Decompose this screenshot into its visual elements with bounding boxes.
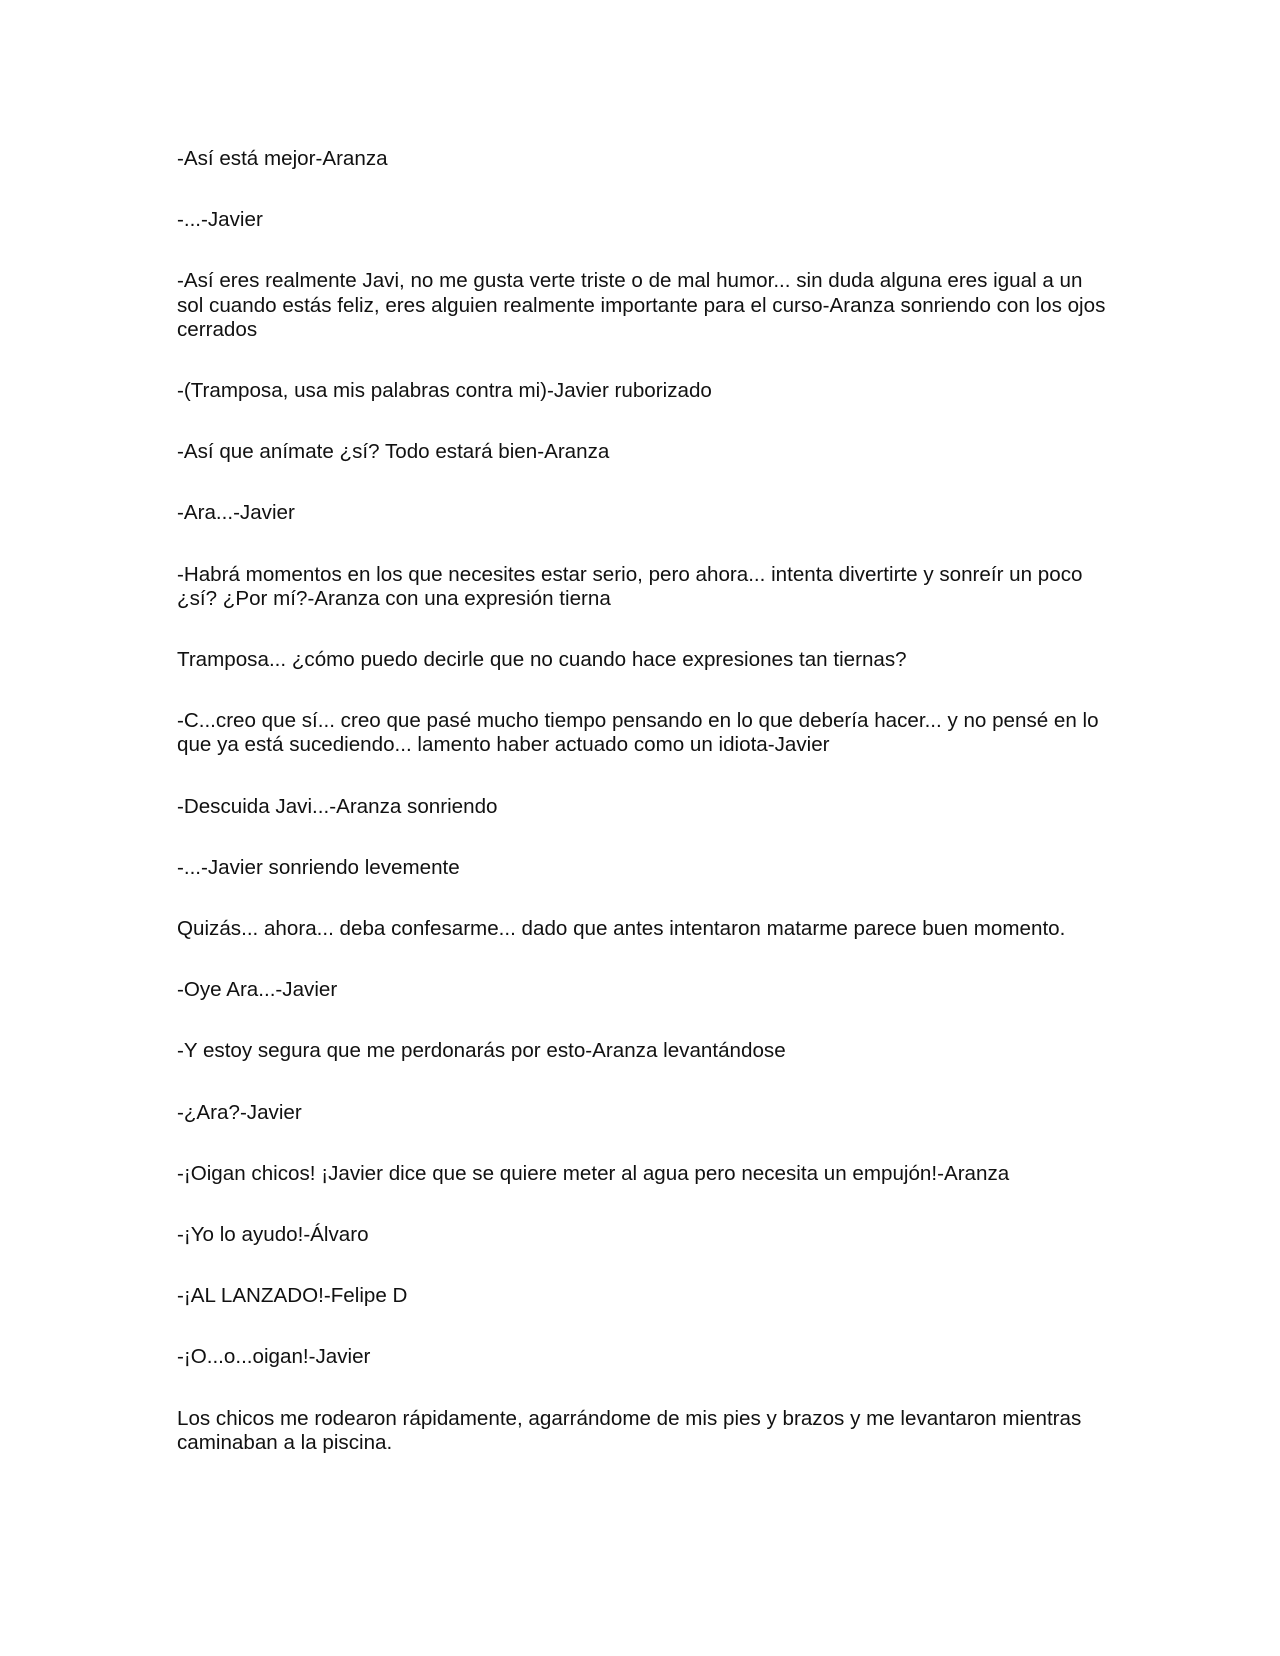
paragraph: -Así que anímate ¿sí? Todo estará bien-Aranza — [177, 440, 610, 464]
paragraph: -...-Javier sonriendo levemente — [177, 855, 460, 879]
paragraph: -Así está mejor-Aranza — [177, 147, 388, 170]
paragraph: -Habrá momentos en los que necesites estar serio, pero ahora... intenta divertirte y sonreír un poco ¿sí? ¿Por mí?-Aranza con una expresión tierna — [177, 562, 1083, 610]
paragraph: -Ara...-Javier — [177, 501, 295, 525]
paragraph: -Así eres realmente Javi, no me gusta verte triste o de mal humor... sin duda alguna eres igual a un sol cuando estás feliz, eres alguien realmente importante para el curso-Aranza sonriendo con los ojos cerrados — [177, 269, 1106, 341]
paragraph: -...-Javier — [177, 208, 263, 232]
document-body — [177, 147, 1107, 1492]
paragraph: -Y estoy segura que me perdonarás por esto-Aranza levantándose — [177, 1039, 786, 1063]
paragraph: -C...creo que sí... creo que pasé mucho tiempo pensando en lo que debería hacer... y no pensé en lo que ya está sucediendo... lamento haber actuado como un idiota-Javier — [177, 709, 1099, 757]
paragraph: -¡Oigan chicos! ¡Javier dice que se quiere meter al agua pero necesita un empujón!-Aranza — [177, 1161, 1010, 1185]
paragraph: -¡O...o...oigan!-Javier — [177, 1345, 371, 1369]
paragraph: Los chicos me rodearon rápidamente, agarrándome de mis pies y brazos y me levantaron mientras caminaban a la piscina. — [177, 1406, 1082, 1454]
paragraph: -¿Ara?-Javier — [177, 1100, 302, 1124]
paragraph: -¡AL LANZADO!-Felipe D — [177, 1284, 408, 1308]
paragraph: -¡Yo lo ayudo!-Álvaro — [177, 1223, 369, 1247]
paragraph: Tramposa... ¿cómo puedo decirle que no cuando hace expresiones tan tiernas? — [177, 648, 907, 672]
paragraph: Quizás... ahora... deba confesarme... dado que antes intentaron matarme parece buen momento. — [177, 917, 1066, 941]
paragraph: -(Tramposa, usa mis palabras contra mi)-Javier ruborizado — [177, 379, 712, 403]
paragraph: -Descuida Javi...-Aranza sonriendo — [177, 794, 498, 818]
paragraph: -Oye Ara...-Javier — [177, 978, 338, 1002]
